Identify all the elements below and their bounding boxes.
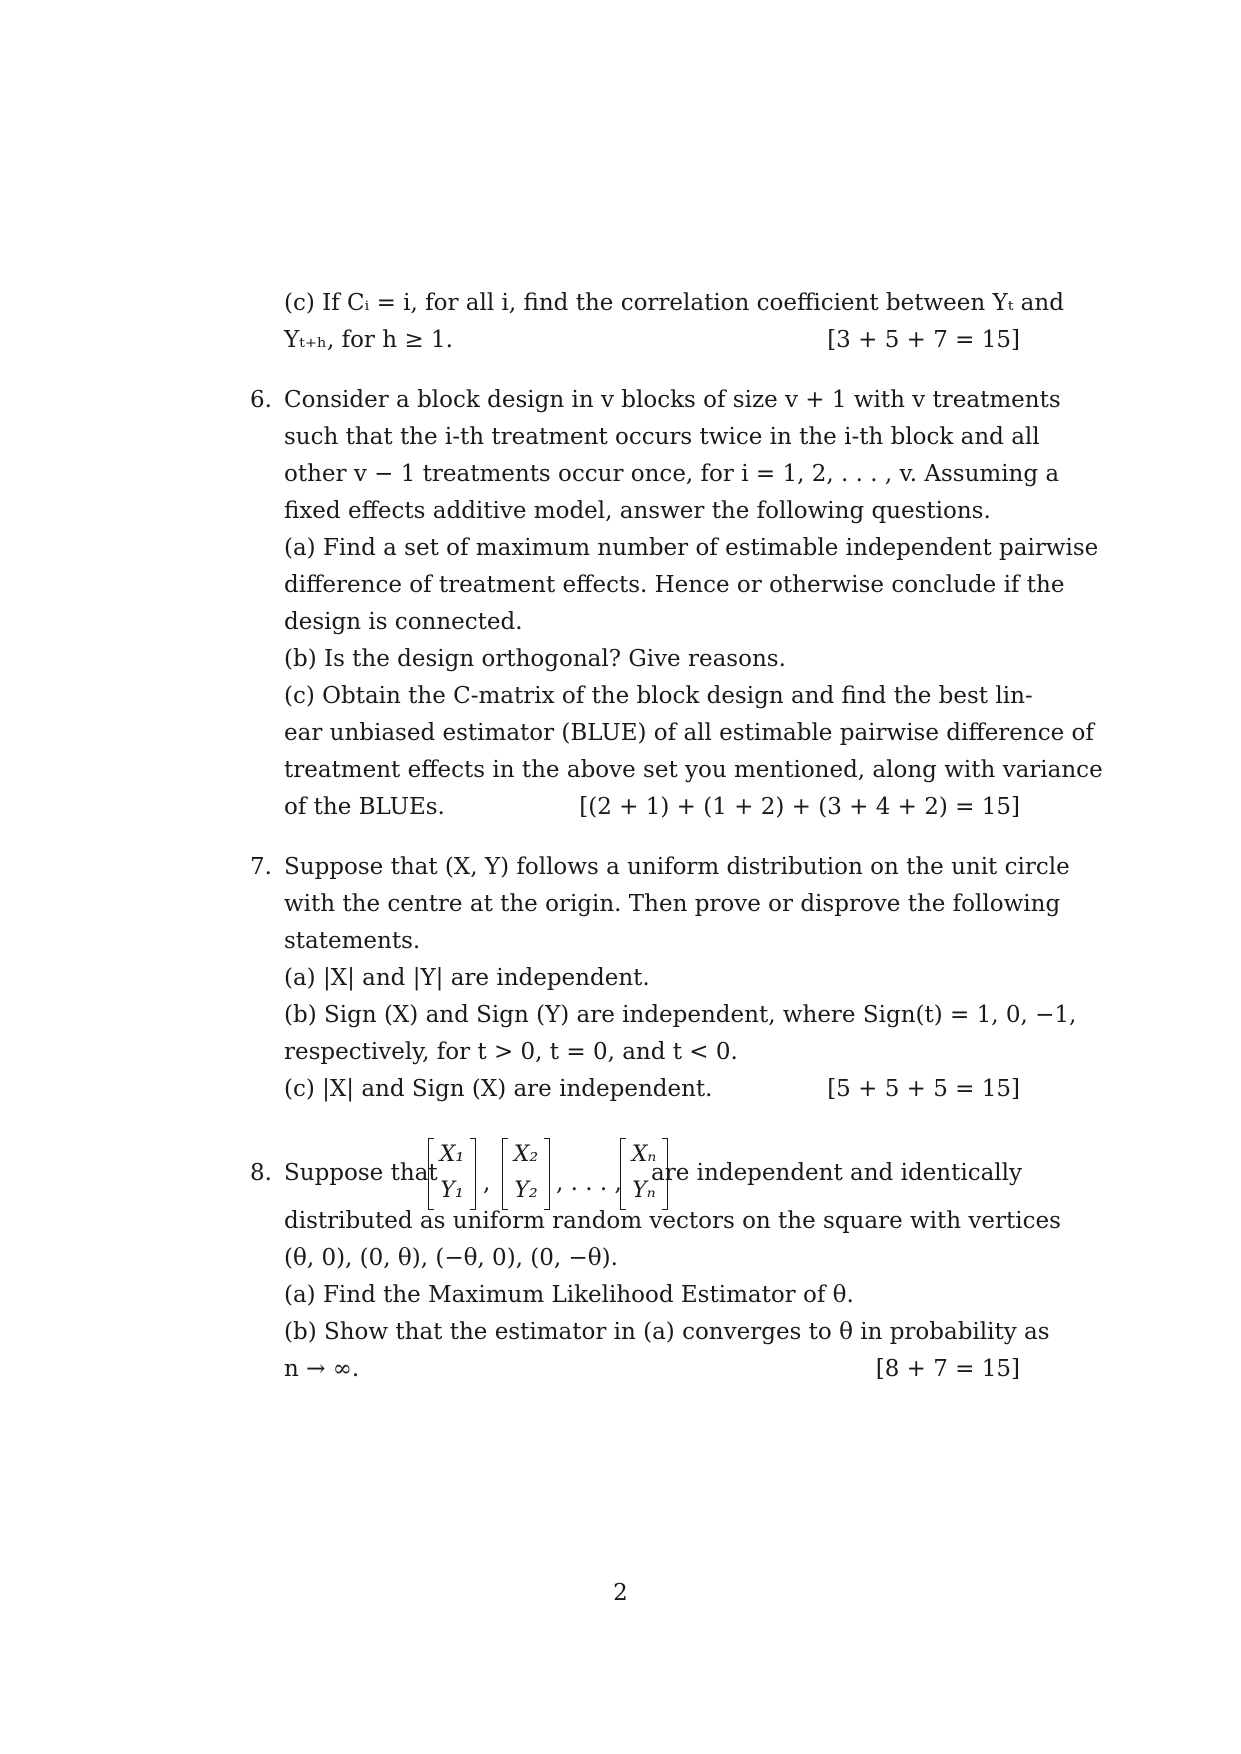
q5c-line-2: Yₜ₊ₕ, for h ≥ 1. bbox=[284, 327, 453, 353]
q8b-line-1: (b) Show that the estimator in (a) converges to θ in probability as bbox=[284, 1319, 1050, 1345]
q7-marks: [5 + 5 + 5 = 15] bbox=[827, 1076, 1020, 1102]
q6-number: 6. bbox=[250, 387, 272, 413]
q6a-line-3: design is connected. bbox=[284, 609, 523, 635]
q6-marks: [(2 + 1) + (1 + 2) + (3 + 4 + 2) = 15] bbox=[579, 794, 1020, 820]
q7a-line: (a) |X| and |Y| are independent. bbox=[284, 965, 650, 991]
vector-1-bottom: Y₁ bbox=[440, 1178, 464, 1203]
q7b-line-2: respectively, for t > 0, t = 0, and t < 0. bbox=[284, 1039, 738, 1065]
vector-2-bottom: Y₂ bbox=[514, 1178, 538, 1203]
q7-number: 7. bbox=[250, 854, 272, 880]
q7-line-3: statements. bbox=[284, 928, 421, 954]
vector-1 bbox=[428, 1138, 476, 1210]
vector-n-bottom: Yₙ bbox=[632, 1178, 656, 1203]
q8a-line: (a) Find the Maximum Likelihood Estimator of θ. bbox=[284, 1282, 854, 1308]
q7-line-1: Suppose that (X, Y) follows a uniform distribution on the unit circle bbox=[284, 854, 1070, 880]
q6c-line-1: (c) Obtain the C-matrix of the block design and find the best lin- bbox=[284, 683, 1033, 709]
vector-separator-2: , . . . , bbox=[556, 1170, 622, 1196]
q6-line-3: other v − 1 treatments occur once, for i = 1, 2, . . . , v. Assuming a bbox=[284, 461, 1060, 487]
q8-marks: [8 + 7 = 15] bbox=[875, 1356, 1020, 1382]
q6a-line-1: (a) Find a set of maximum number of estimable independent pairwise bbox=[284, 535, 1099, 561]
q8-number: 8. bbox=[250, 1160, 272, 1186]
q7-line-2: with the centre at the origin. Then prove or disprove the following bbox=[284, 891, 1061, 917]
q8-trail-text: are independent and identically bbox=[651, 1160, 1022, 1186]
q5-marks: [3 + 5 + 7 = 15] bbox=[827, 327, 1020, 353]
q6-line-2: such that the i-th treatment occurs twice in the i-th block and all bbox=[284, 424, 1040, 450]
page-number: 2 bbox=[613, 1580, 628, 1606]
q7c-line: (c) |X| and Sign (X) are independent. bbox=[284, 1076, 713, 1102]
q6b-line: (b) Is the design orthogonal? Give reasons. bbox=[284, 646, 786, 672]
q6-line-1: Consider a block design in v blocks of size v + 1 with v treatments bbox=[284, 387, 1061, 413]
q6c-line-4: of the BLUEs. bbox=[284, 794, 445, 820]
q7b-line-1: (b) Sign (X) and Sign (Y) are independent, where Sign(t) = 1, 0, −1, bbox=[284, 1002, 1077, 1028]
q8-line-1: distributed as uniform random vectors on the square with vertices bbox=[284, 1208, 1061, 1234]
vector-separator-1: , bbox=[483, 1170, 491, 1196]
vector-n-top: Xₙ bbox=[631, 1142, 657, 1167]
q6c-line-3: treatment effects in the above set you mentioned, along with variance bbox=[284, 757, 1103, 783]
q6a-line-2: difference of treatment effects. Hence or otherwise conclude if the bbox=[284, 572, 1065, 598]
q6-line-4: fixed effects additive model, answer the following questions. bbox=[284, 498, 991, 524]
q5c-line-1: (c) If Cᵢ = i, for all i, find the correlation coefficient between Yₜ and bbox=[284, 290, 1064, 316]
vector-2-top: X₂ bbox=[513, 1142, 539, 1167]
vector-1-top: X₁ bbox=[439, 1142, 465, 1167]
q6c-line-2: ear unbiased estimator (BLUE) of all estimable pairwise difference of bbox=[284, 720, 1094, 746]
q8-vector-line bbox=[250, 1136, 1022, 1212]
q8b-line-2: n → ∞. bbox=[284, 1356, 360, 1382]
q8-lead-text: Suppose that bbox=[284, 1160, 438, 1186]
vector-2 bbox=[502, 1138, 550, 1210]
q8-line-2: (θ, 0), (0, θ), (−θ, 0), (0, −θ). bbox=[284, 1245, 618, 1271]
